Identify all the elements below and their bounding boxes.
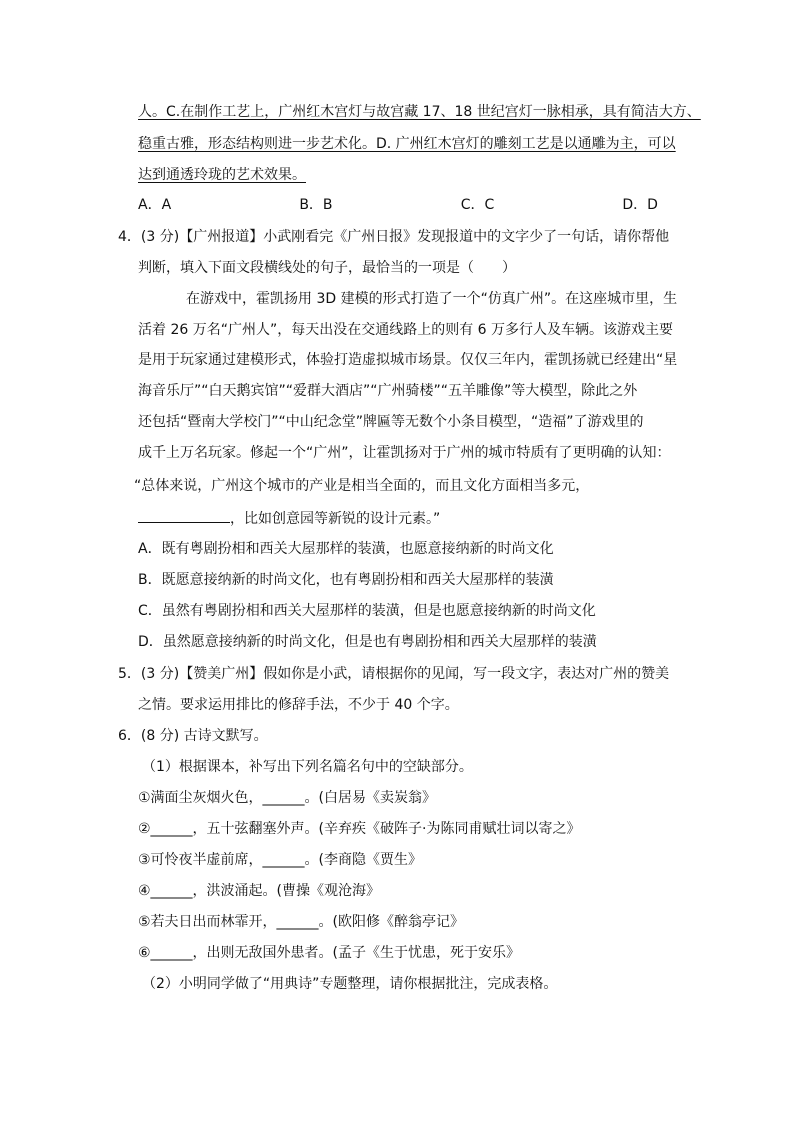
q4-fill-blank[interactable]	[138, 508, 230, 523]
q4-stem-line1: 4．(3 分)【广州报道】小武刚看完《广州日报》发现报道中的文字少了一句话，请你帮他	[118, 229, 670, 245]
q3-option-b[interactable]: B．B	[299, 197, 333, 213]
q6-item-2[interactable]: ②______，五十弦翻塞外声。(辛弃疾《破阵子·为陈同甫赋壮词以寄之》	[138, 821, 581, 837]
q4-passage-line3: 是用于玩家通过建模形式，体验打造虚拟城市场景。仅仅三年内，霍凯扬就已经建出“星	[138, 352, 678, 368]
q4-passage-line4: 海音乐厅”“白天鹅宾馆”“爱群大酒店”“广州骑楼”“五羊雕像”等大模型，除此之外	[138, 383, 638, 399]
q5-stem-line1: 5．(3 分)【赞美广州】假如你是小武，请根据你的见闻，写一段文字，表达对广州的赞美	[118, 666, 670, 682]
q6-item-5[interactable]: ⑤若夫日出而林霏开，______。(欧阳修《醉翁亭记》	[138, 914, 465, 930]
q6-item-4[interactable]: ④______，洪波涌起。(曹操《观沧海》	[138, 883, 381, 899]
q3-option-text-line1: 人。C.在制作工艺上，广州红木宫灯与故宫藏 17、18 世纪宫灯一脉相承，具有简洁大方、	[138, 104, 701, 120]
q4-passage-line6: 成千上万名玩家。修起一个“广州”，让霍凯扬对于广州的城市特质有了更明确的认知：	[138, 445, 671, 461]
q4-passage-line1: 在游戏中，霍凯扬用 3D 建模的形式打造了一个“仿真广州”。在这座城市里，生	[186, 291, 678, 307]
q6-item-1[interactable]: ①满面尘灰烟火色，______。(白居易《卖炭翁》	[138, 790, 437, 806]
q4-option-c[interactable]: C．虽然有粤剧扮相和西关大屋那样的装潢，但是也愿意接纳新的时尚文化	[138, 603, 596, 619]
q4-option-d[interactable]: D．虽然愿意接纳新的时尚文化，但是也有粤剧扮相和西关大屋那样的装潢	[138, 634, 597, 650]
q6-part1-instruction: （1）根据课本，补写出下列名篇名句中的空缺部分。	[142, 759, 473, 775]
q6-item-3[interactable]: ③可怜夜半虚前席，______。(李商隐《贾生》	[138, 852, 423, 868]
q6-title: 6．(8 分) 古诗文默写。	[118, 728, 268, 744]
q3-option-c[interactable]: C．C	[460, 197, 495, 213]
q5-stem-line2: 之情。要求运用排比的修辞手法，不少于 40 个字。	[138, 697, 459, 713]
q4-passage-line2: 活着 26 万名“广州人”，每天出没在交通线路上的则有 6 万多行人及车辆。该游戏主要	[138, 322, 674, 338]
q4-option-b[interactable]: B．既愿意接纳新的时尚文化，也有粤剧扮相和西关大屋那样的装潢	[138, 572, 554, 588]
q4-passage-line8	[138, 508, 440, 529]
q3-option-text-line3: 达到通透玲珑的艺术效果。	[138, 167, 306, 183]
q3-option-d[interactable]: D．D	[622, 197, 658, 213]
q3-answer-options	[138, 195, 658, 215]
q4-passage-line8-text: ，比如创意园等新锐的设计元素。”	[230, 511, 441, 527]
q4-passage-line5: 还包括“暨南大学校门”“中山纪念堂”牌匾等无数个小条目模型，“造福”了游戏里的	[138, 414, 644, 430]
q6-part2-instruction: （2）小明同学做了“用典诗”专题整理，请你根据批注，完成表格。	[142, 976, 558, 992]
q4-stem-line2: 判断，填入下面文段横线处的句子，最恰当的一项是（ ）	[138, 260, 516, 276]
q4-passage-line7: “总体来说，广州这个城市的产业是相当全面的，而且文化方面相当多元，	[134, 478, 590, 494]
q3-option-text-line2: 稳重古雅，形态结构则进一步艺术化。D. 广州红木宫灯的雕刻工艺是以通雕为主，可以	[138, 136, 676, 152]
q6-item-6[interactable]: ⑥______，出则无敌国外患者。(孟子《生于忧患，死于安乐》	[138, 945, 521, 961]
q3-option-a[interactable]: A．A	[138, 197, 172, 213]
q4-option-a[interactable]: A．既有粤剧扮相和西关大屋那样的装潢，也愿意接纳新的时尚文化	[138, 541, 554, 557]
